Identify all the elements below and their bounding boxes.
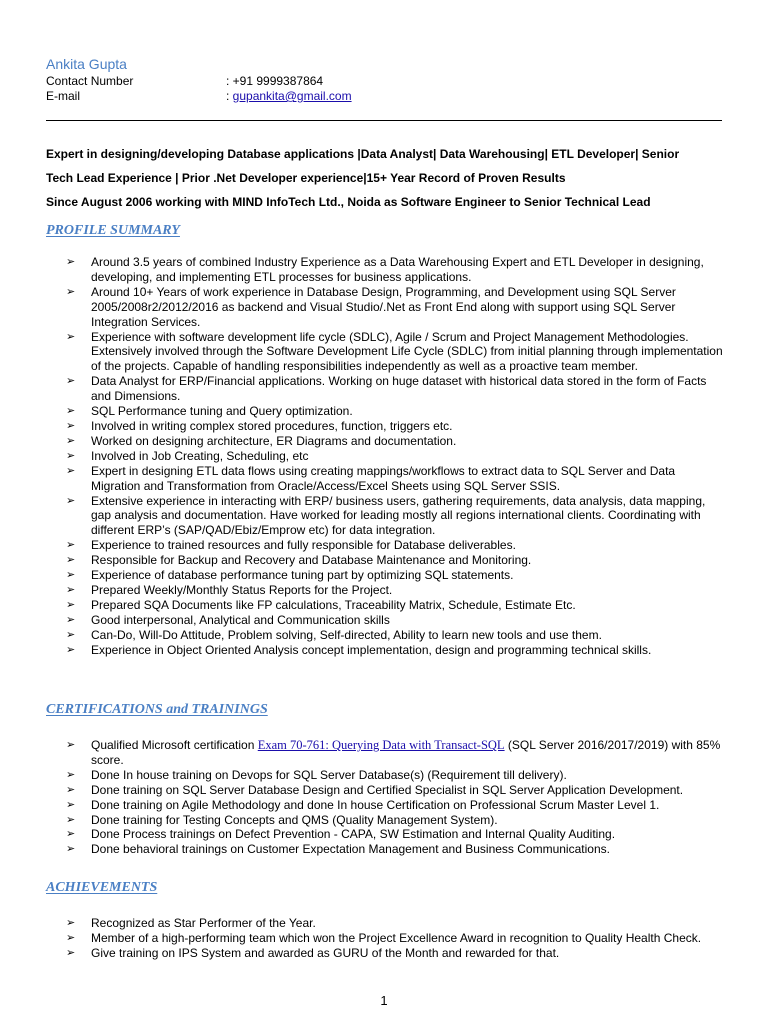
list-item-text: Around 10+ Years of work experience in Database Design, Programming, and Development using SQL Server 2005/2008r2/2012/2016 as backend and Visual Studio/.Net as Front End along with support using SQL Server Integration Services. [91,284,676,329]
page-number: 1 [380,993,388,1008]
list-item-text: Worked on designing architecture, ER Diagrams and documentation. [91,433,457,448]
bullet-arrow-icon: ➢ [66,285,76,298]
contact-number-value: : +91 9999387864 [226,74,324,88]
bullet-arrow-icon: ➢ [66,643,76,656]
bullet-arrow-icon: ➢ [66,813,76,826]
list-item [66,613,724,628]
list-item [66,330,724,375]
list-item-text: Can-Do, Will-Do Attitude, Problem solving, Self-directed, Ability to learn new tools and use them. [91,627,602,642]
list-item-text: Recognized as Star Performer of the Year. [91,916,316,930]
bullet-arrow-icon: ➢ [66,464,76,477]
list-item [66,538,724,553]
list-item-text: Done In house training on Devops for SQL Server Database(s) (Requirement till delivery). [91,767,567,782]
cert-first-suffix: (SQL Server 2016/2017/2019) with 85% score. [91,738,721,767]
list-item [66,628,724,643]
list-item [66,494,724,539]
bullet-arrow-icon: ➢ [66,628,76,641]
list-item [66,285,724,330]
bullet-arrow-icon: ➢ [66,583,76,596]
list-item [66,419,724,434]
headline-line-2: Tech Lead Experience | Prior .Net Developer experience|15+ Year Record of Proven Results [46,171,566,185]
list-item-text: Done behavioral trainings on Customer Expectation Management and Business Communications. [91,842,610,857]
list-item-text: Responsible for Backup and Recovery and Database Maintenance and Monitoring. [91,553,532,568]
list-item [66,404,724,419]
list-item [66,798,724,813]
achievements-heading: ACHIEVEMENTS [46,880,158,895]
list-item [66,598,724,613]
bullet-arrow-icon: ➢ [66,768,76,781]
bullet-arrow-icon: ➢ [66,783,76,796]
headline-line-3: Since August 2006 working with MIND InfoTech Ltd., Noida as Software Engineer to Senior Technical Lead [46,195,651,209]
profile-summary-heading: PROFILE SUMMARY [46,223,180,238]
list-item-text: Experience of database performance tuning part by optimizing SQL statements. [91,568,514,583]
bullet-arrow-icon: ➢ [66,917,76,929]
email-row [46,89,352,104]
list-item-text: Experience with software development life cycle (SDLC), Agile / Scrum and Project Management Methodologies. Extensively involved through the Software Development Life Cycle (SDLC) from initial planning through implementation of the projects. Capable of handling responsibilities independently as well as a proactive team member. [91,329,723,374]
list-item-text: Experience to trained resources and fully responsible for Database deliverables. [91,538,516,553]
email-link[interactable]: gupankita@gmail.com [232,89,352,103]
bullet-arrow-icon: ➢ [66,843,76,856]
contact-number-label: Contact Number [46,74,134,88]
list-item [66,643,724,658]
bullet-arrow-icon: ➢ [66,569,76,582]
list-item [66,553,724,568]
list-item-text: Experience in Object Oriented Analysis concept implementation, design and programming technical skills. [91,642,652,657]
list-item [66,916,724,931]
list-item [66,374,724,404]
bullet-arrow-icon: ➢ [66,931,76,944]
headline-line-1: Expert in designing/developing Database applications |Data Analyst| Data Warehousing| ETL Developer| Senior [46,147,680,161]
list-item-text: Done training on Agile Methodology and done In house Certification on Professional Scrum Master Level 1. [91,797,660,812]
bullet-arrow-icon: ➢ [66,739,76,751]
list-item-text: Done training for Testing Concepts and QMS (Quality Management System). [91,812,498,827]
bullet-arrow-icon: ➢ [66,256,76,268]
bullet-arrow-icon: ➢ [66,375,76,388]
list-item-text: SQL Performance tuning and Query optimization. [91,404,353,419]
list-item-text: Involved in writing complex stored procedures, function, triggers etc. [91,418,453,433]
certifications-heading: CERTIFICATIONS and TRAININGS [46,702,268,717]
list-item-text: Expert in designing ETL data flows using creating mappings/workflows to extract data to SQL Server and Data Migration and Transformation from Oracle/Access/Excel Sheets using SQL Server SSIS. [91,463,676,493]
list-item [66,931,724,946]
bullet-arrow-icon: ➢ [66,598,76,611]
profile-summary-list [66,255,724,657]
exam-link[interactable]: Exam 70-761: Querying Data with Transact-SQL [257,738,505,752]
list-item [66,255,724,285]
cert-first-prefix: Qualified Microsoft certification [91,738,258,752]
headline [46,142,726,214]
list-item [66,568,724,583]
bullet-arrow-icon: ➢ [66,330,76,343]
list-item-text: Done Process trainings on Defect Prevention - CAPA, SW Estimation and Internal Quality Auditing. [91,827,616,842]
list-item [66,738,724,768]
email-prefix: : [226,89,233,103]
bullet-arrow-icon: ➢ [66,613,76,626]
email-label: E-mail [46,89,81,103]
list-item [66,768,724,783]
certifications-list [66,738,724,857]
list-item [66,434,724,449]
list-item-text: Involved in Job Creating, Scheduling, etc [91,448,309,463]
bullet-arrow-icon: ➢ [66,434,76,447]
list-item-text: Around 3.5 years of combined Industry Experience as a Data Warehousing Expert and ETL Developer in designing, developing, and implementing ETL processes for business applications. [91,255,704,284]
list-item-text: Member of a high-performing team which won the Project Excellence Award in recognition to Quality Health Check. [91,930,702,945]
list-item-text: Data Analyst for ERP/Financial applications. Working on huge dataset with historical data stored in the form of Facts and Dimensions. [91,374,707,404]
list-item [66,464,724,494]
contact-number-row [46,74,323,89]
list-item [66,583,724,598]
list-item [66,842,724,857]
bullet-arrow-icon: ➢ [66,449,76,462]
bullet-arrow-icon: ➢ [66,419,76,432]
bullet-arrow-icon: ➢ [66,539,76,552]
list-item-text: Prepared Weekly/Monthly Status Reports for the Project. [91,582,393,597]
list-item-text: Give training on IPS System and awarded as GURU of the Month and rewarded for that. [91,945,560,960]
bullet-arrow-icon: ➢ [66,828,76,841]
list-item [66,449,724,464]
list-item [66,827,724,842]
list-item [66,946,724,961]
bullet-arrow-icon: ➢ [66,946,76,959]
bullet-arrow-icon: ➢ [66,798,76,811]
header-divider [46,120,722,121]
bullet-arrow-icon: ➢ [66,494,76,507]
list-item [66,813,724,828]
list-item-text: Extensive experience in interacting with ERP/ business users, gathering requirements, data analysis, data mapping, gap analysis and documentation. Have worked for leading mostly all regions international clients. Coordinating with different ERP’s (SAP/QAD/Ebiz/Emprow etc) for data integration. [91,493,706,538]
candidate-name: Ankita Gupta [46,56,127,72]
list-item-text: Good interpersonal, Analytical and Communication skills [91,612,390,627]
achievements-list [66,916,724,961]
list-item-text: Prepared SQA Documents like FP calculations, Traceability Matrix, Schedule, Estimate Etc. [91,597,576,612]
bullet-arrow-icon: ➢ [66,405,76,418]
list-item [66,783,724,798]
bullet-arrow-icon: ➢ [66,554,76,567]
list-item-text: Done training on SQL Server Database Design and Certified Specialist in SQL Server Application Development. [91,782,684,797]
